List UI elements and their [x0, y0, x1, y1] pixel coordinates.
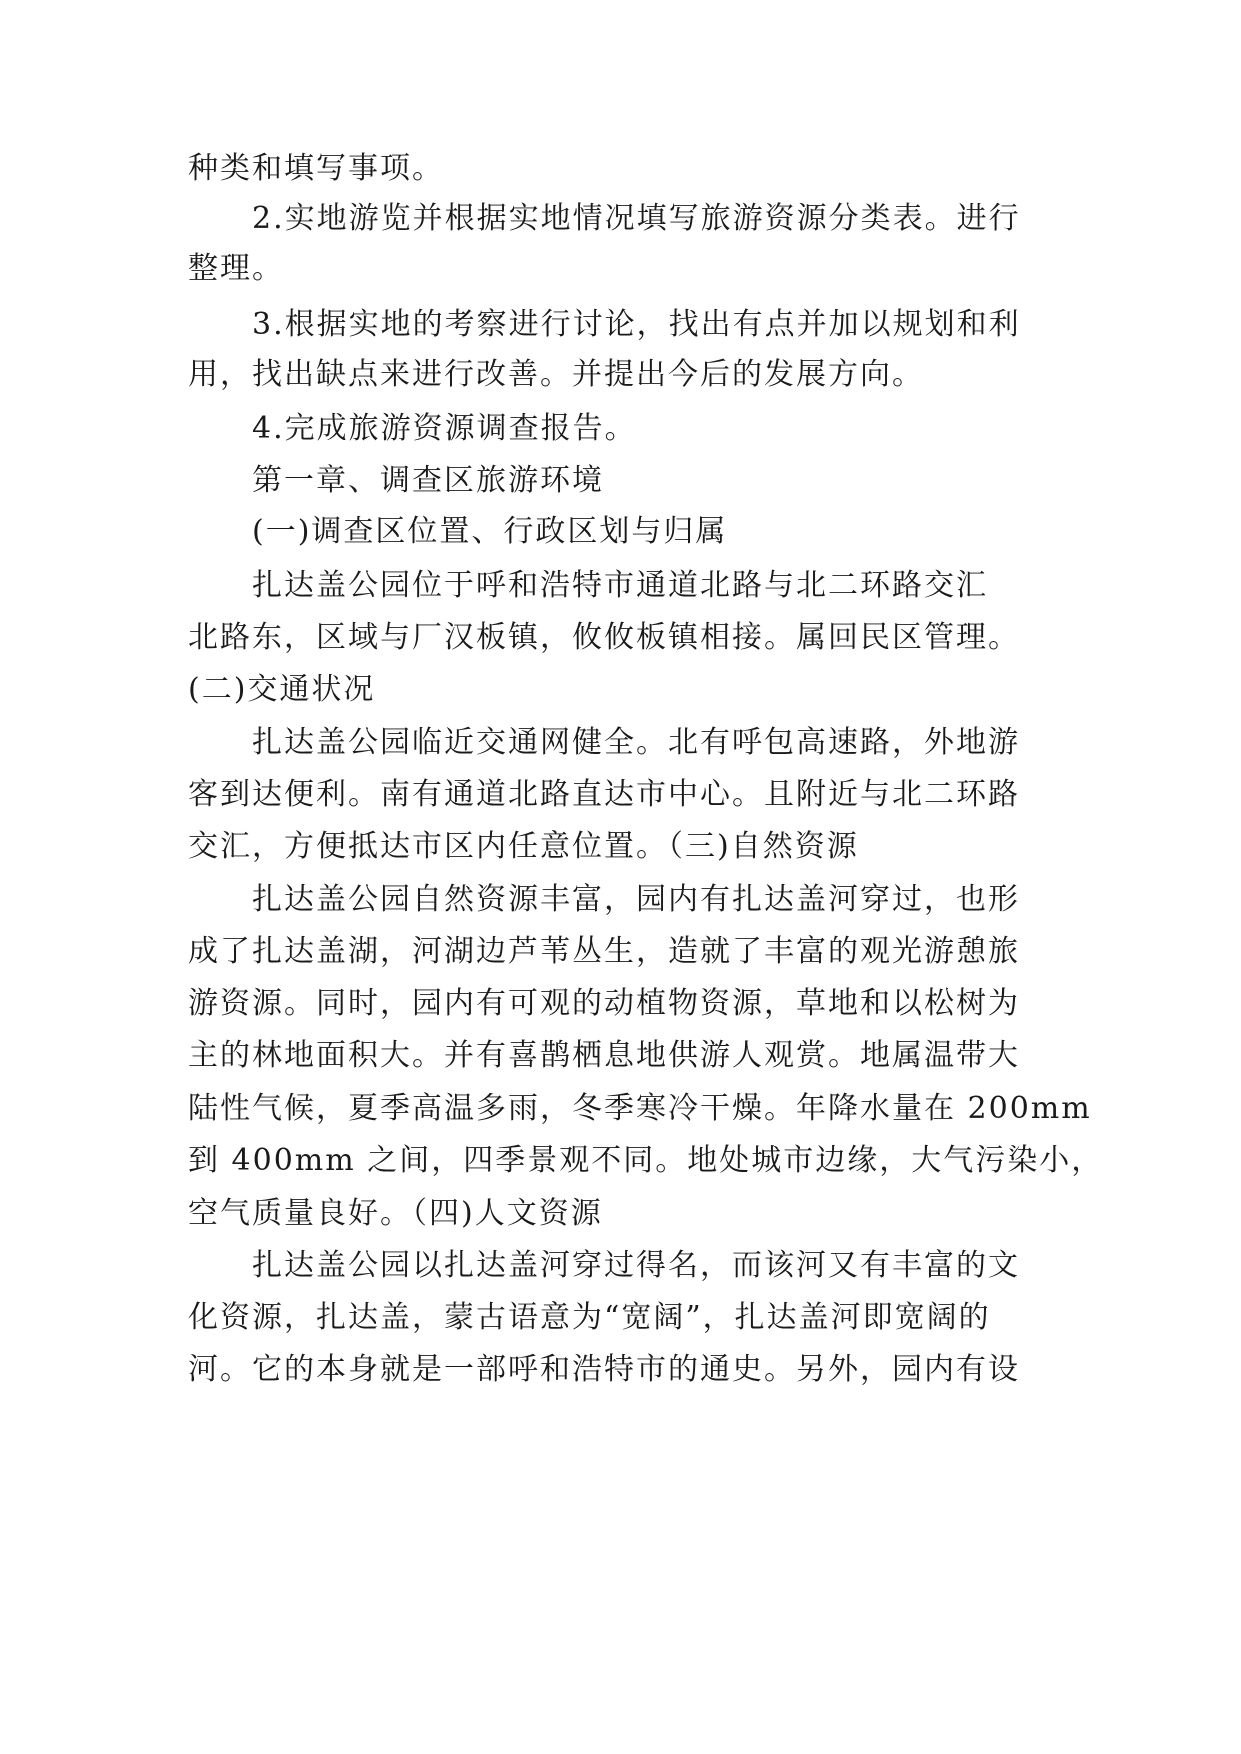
text-line-1: 种类和填写事项。: [188, 151, 444, 186]
text-line-5: 用，找出缺点来进行改善。并提出今后的发展方向。: [188, 357, 924, 392]
text-line-15: 扎达盖公园自然资源丰富，园内有扎达盖河穿过，也形: [252, 882, 1020, 917]
text-line-19: 陆性气候，夏季高温多雨，冬季寒冷干燥。年降水量在 200mm: [188, 1091, 1092, 1126]
chapter-heading: 第一章、调查区旅游环境: [252, 463, 604, 498]
text-line-14: 交汇，方便抵达市区内任意位置。（三)自然资源: [188, 829, 859, 864]
text-line-17: 游资源。同时，园内有可观的动植物资源，草地和以松树为: [188, 986, 1020, 1021]
section-heading-1: (一)调查区位置、行政区划与归属: [252, 514, 728, 549]
text-line-23: 化资源，扎达盖，蒙古语意为“宽阔”，扎达盖河即宽阔的: [188, 1300, 991, 1335]
text-line-4: 3.根据实地的考察进行讨论，找出有点并加以规划和利: [252, 307, 1021, 342]
text-line-18: 主的林地面积大。并有喜鹊栖息地供游人观赏。地属温带大: [188, 1038, 1020, 1073]
text-line-10: 北路东，区域与厂汉板镇，攸攸板镇相接。属回民区管理。: [188, 620, 1020, 655]
text-line-16: 成了扎达盖湖，河湖边芦苇丛生，造就了丰富的观光游憩旅: [188, 934, 1020, 969]
text-line-13: 客到达便利。南有通道北路直达市中心。且附近与北二环路: [188, 777, 1020, 812]
text-line-2: 2.实地游览并根据实地情况填写旅游资源分类表。进行: [252, 201, 1021, 236]
text-line-3: 整理。: [188, 251, 284, 286]
text-line-21: 空气质量良好。（四)人文资源: [188, 1196, 603, 1231]
text-line-9: 扎达盖公园位于呼和浩特市通道北路与北二环路交汇: [252, 568, 988, 603]
text-line-12: 扎达盖公园临近交通网健全。北有呼包高速路，外地游: [252, 725, 1020, 760]
section-heading-2: (二)交通状况: [188, 672, 376, 707]
text-line-20: 到 400mm 之间，四季景观不同。地处城市边缘，大气污染小，: [188, 1143, 1104, 1178]
text-line-24: 河。它的本身就是一部呼和浩特市的通史。另外，园内有设: [188, 1352, 1020, 1387]
text-line-22: 扎达盖公园以扎达盖河穿过得名，而该河又有丰富的文: [252, 1248, 1020, 1283]
text-line-6: 4.完成旅游资源调查报告。: [252, 411, 637, 446]
